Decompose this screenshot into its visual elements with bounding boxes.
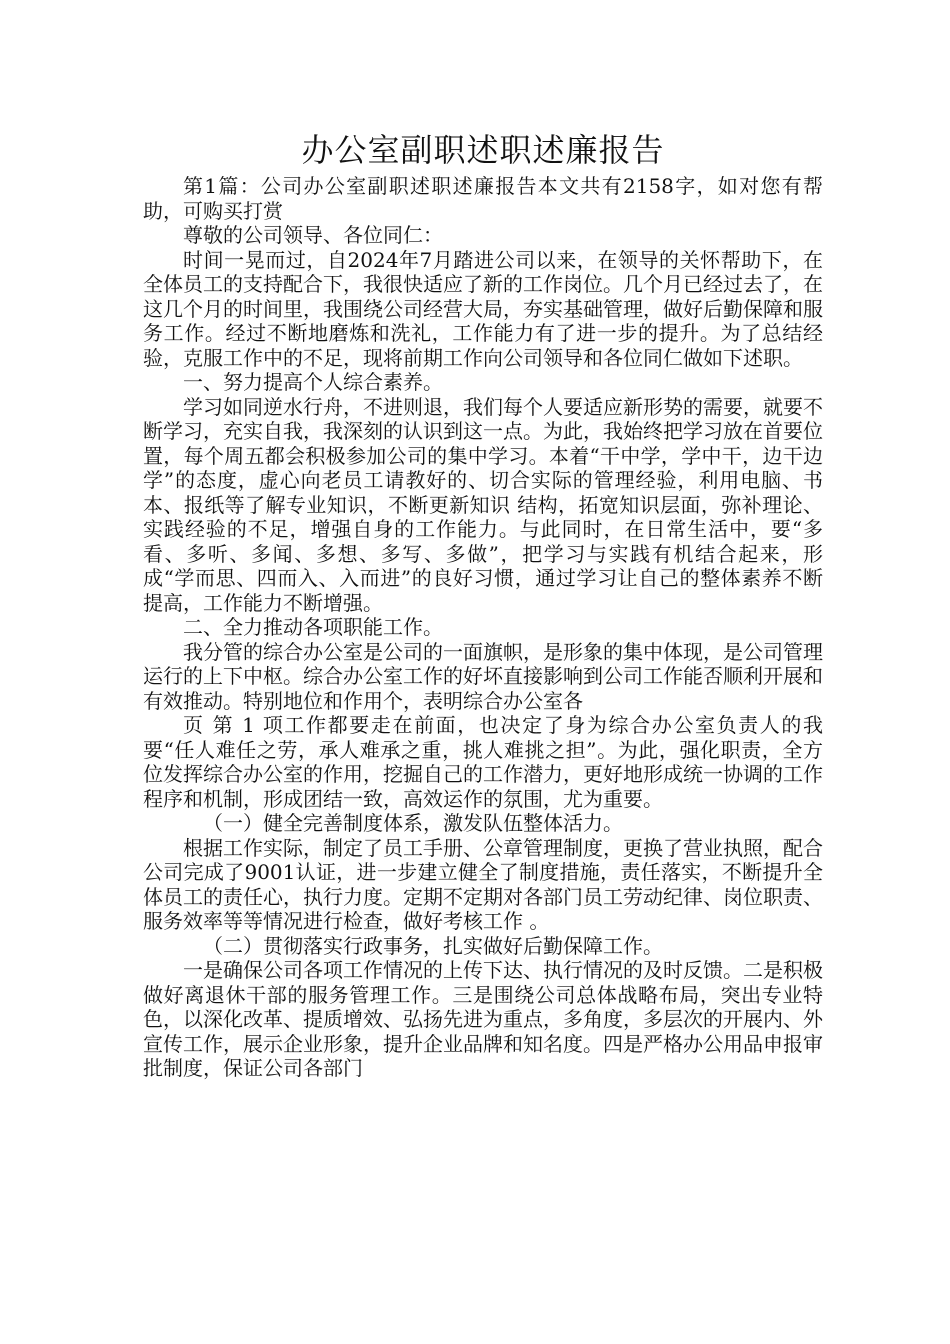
subsection-heading: （二）贯彻落实行政事务，扎实做好后勤保障工作。 bbox=[203, 933, 663, 958]
body-paragraph: 页 第 1 项工作都要走在前面，也决定了身为综合办公室负责人的我要“任人难任之劳，承人难承之重，挑人难挑之担”。为此，强化职责，全方位发挥综合办公室的作用，挖掘自己的工作潜力，更好地形成统一协调的工作程序和机制，形成团结一致，高效运作的氛围，尤为重要。 bbox=[143, 713, 823, 811]
body-paragraph: 我分管的综合办公室是公司的一面旗帜，是形象的集中体现，是公司管理运行的上下中枢。综合办公室工作的好坏直接影响到公司工作能否顺利开展和有效推动。特别地位和作用个，表明综合办公室各 bbox=[143, 639, 823, 713]
intro-paragraph: 第1篇：公司办公室副职述职述廉报告本文共有2158字，如对您有帮助，可购买打赏 bbox=[143, 174, 823, 223]
body-paragraph: 一是确保公司各项工作情况的上传下达、执行情况的及时反馈。二是积极做好离退休干部的服务管理工作。三是围绕公司总体战略布局，突出专业特色，以深化改革、提质增效、弘扬先进为重点，多角度，多层次的开展内、外宣传工作，展示企业形象，提升企业品牌和知名度。四是严格办公用品申报审批制度，保证公司各部门 bbox=[143, 958, 823, 1080]
subsection-heading: （一）健全完善制度体系，激发队伍整体活力。 bbox=[203, 811, 623, 835]
body-paragraph: 根据工作实际，制定了员工手册、公章管理制度，更换了营业执照，配合公司完成了9001认证，进一步建立健全了制度措施，责任落实，不断提升全体员工的责任心，执行力度。定期不定期对各部门员工劳动纪律、岗位职责、服务效率等等情况进行检查，做好考核工作 。 bbox=[143, 835, 823, 933]
document-page bbox=[143, 128, 823, 1081]
document-title: 办公室副职述职述廉报告 bbox=[301, 131, 665, 169]
section-heading: 二、全力推动各项职能工作。 bbox=[183, 615, 443, 639]
body-paragraph: 学习如同逆水行舟，不进则退，我们每个人要适应新形势的需要，就要不断学习，充实自我，我深刻的认识到这一点。为此，我始终把学习放在首要位置，每个周五都会积极参加公司的集中学习。本着“干中学，学中干，边干边学”的态度，虚心向老员工请教好的、切合实际的管理经验，利用电脑、书本、报纸等了解专业知识，不断更新知识 结构，拓宽知识层面，弥补理论、实践经验的不足，增强自身的工作能力。与此同时，在日常生活中，要“多看、多听、多闻、多想、多写、多做”，把学习与实践有机结合起来，形成“学而思、四而入、入而进”的良好习惯，通过学习让自己的整体素养不断提高，工作能力不断增强。 bbox=[143, 394, 823, 615]
salutation: 尊敬的公司领导、各位同仁： bbox=[183, 223, 443, 247]
section-heading: 一、努力提高个人综合素养。 bbox=[183, 370, 443, 394]
body-paragraph: 时间一晃而过，自2024年7月踏进公司以来，在领导的关怀帮助下，在全体员工的支持配合下，我很快适应了新的工作岗位。几个月已经过去了，在这几个月的时间里，我围绕公司经营大局，夯实基础管理，做好后勤保障和服务工作。经过不断地磨炼和洗礼，工作能力有了进一步的提升。为了总结经验，克服工作中的不足，现将前期工作向公司领导和各位同仁做如下述职。 bbox=[143, 247, 823, 370]
